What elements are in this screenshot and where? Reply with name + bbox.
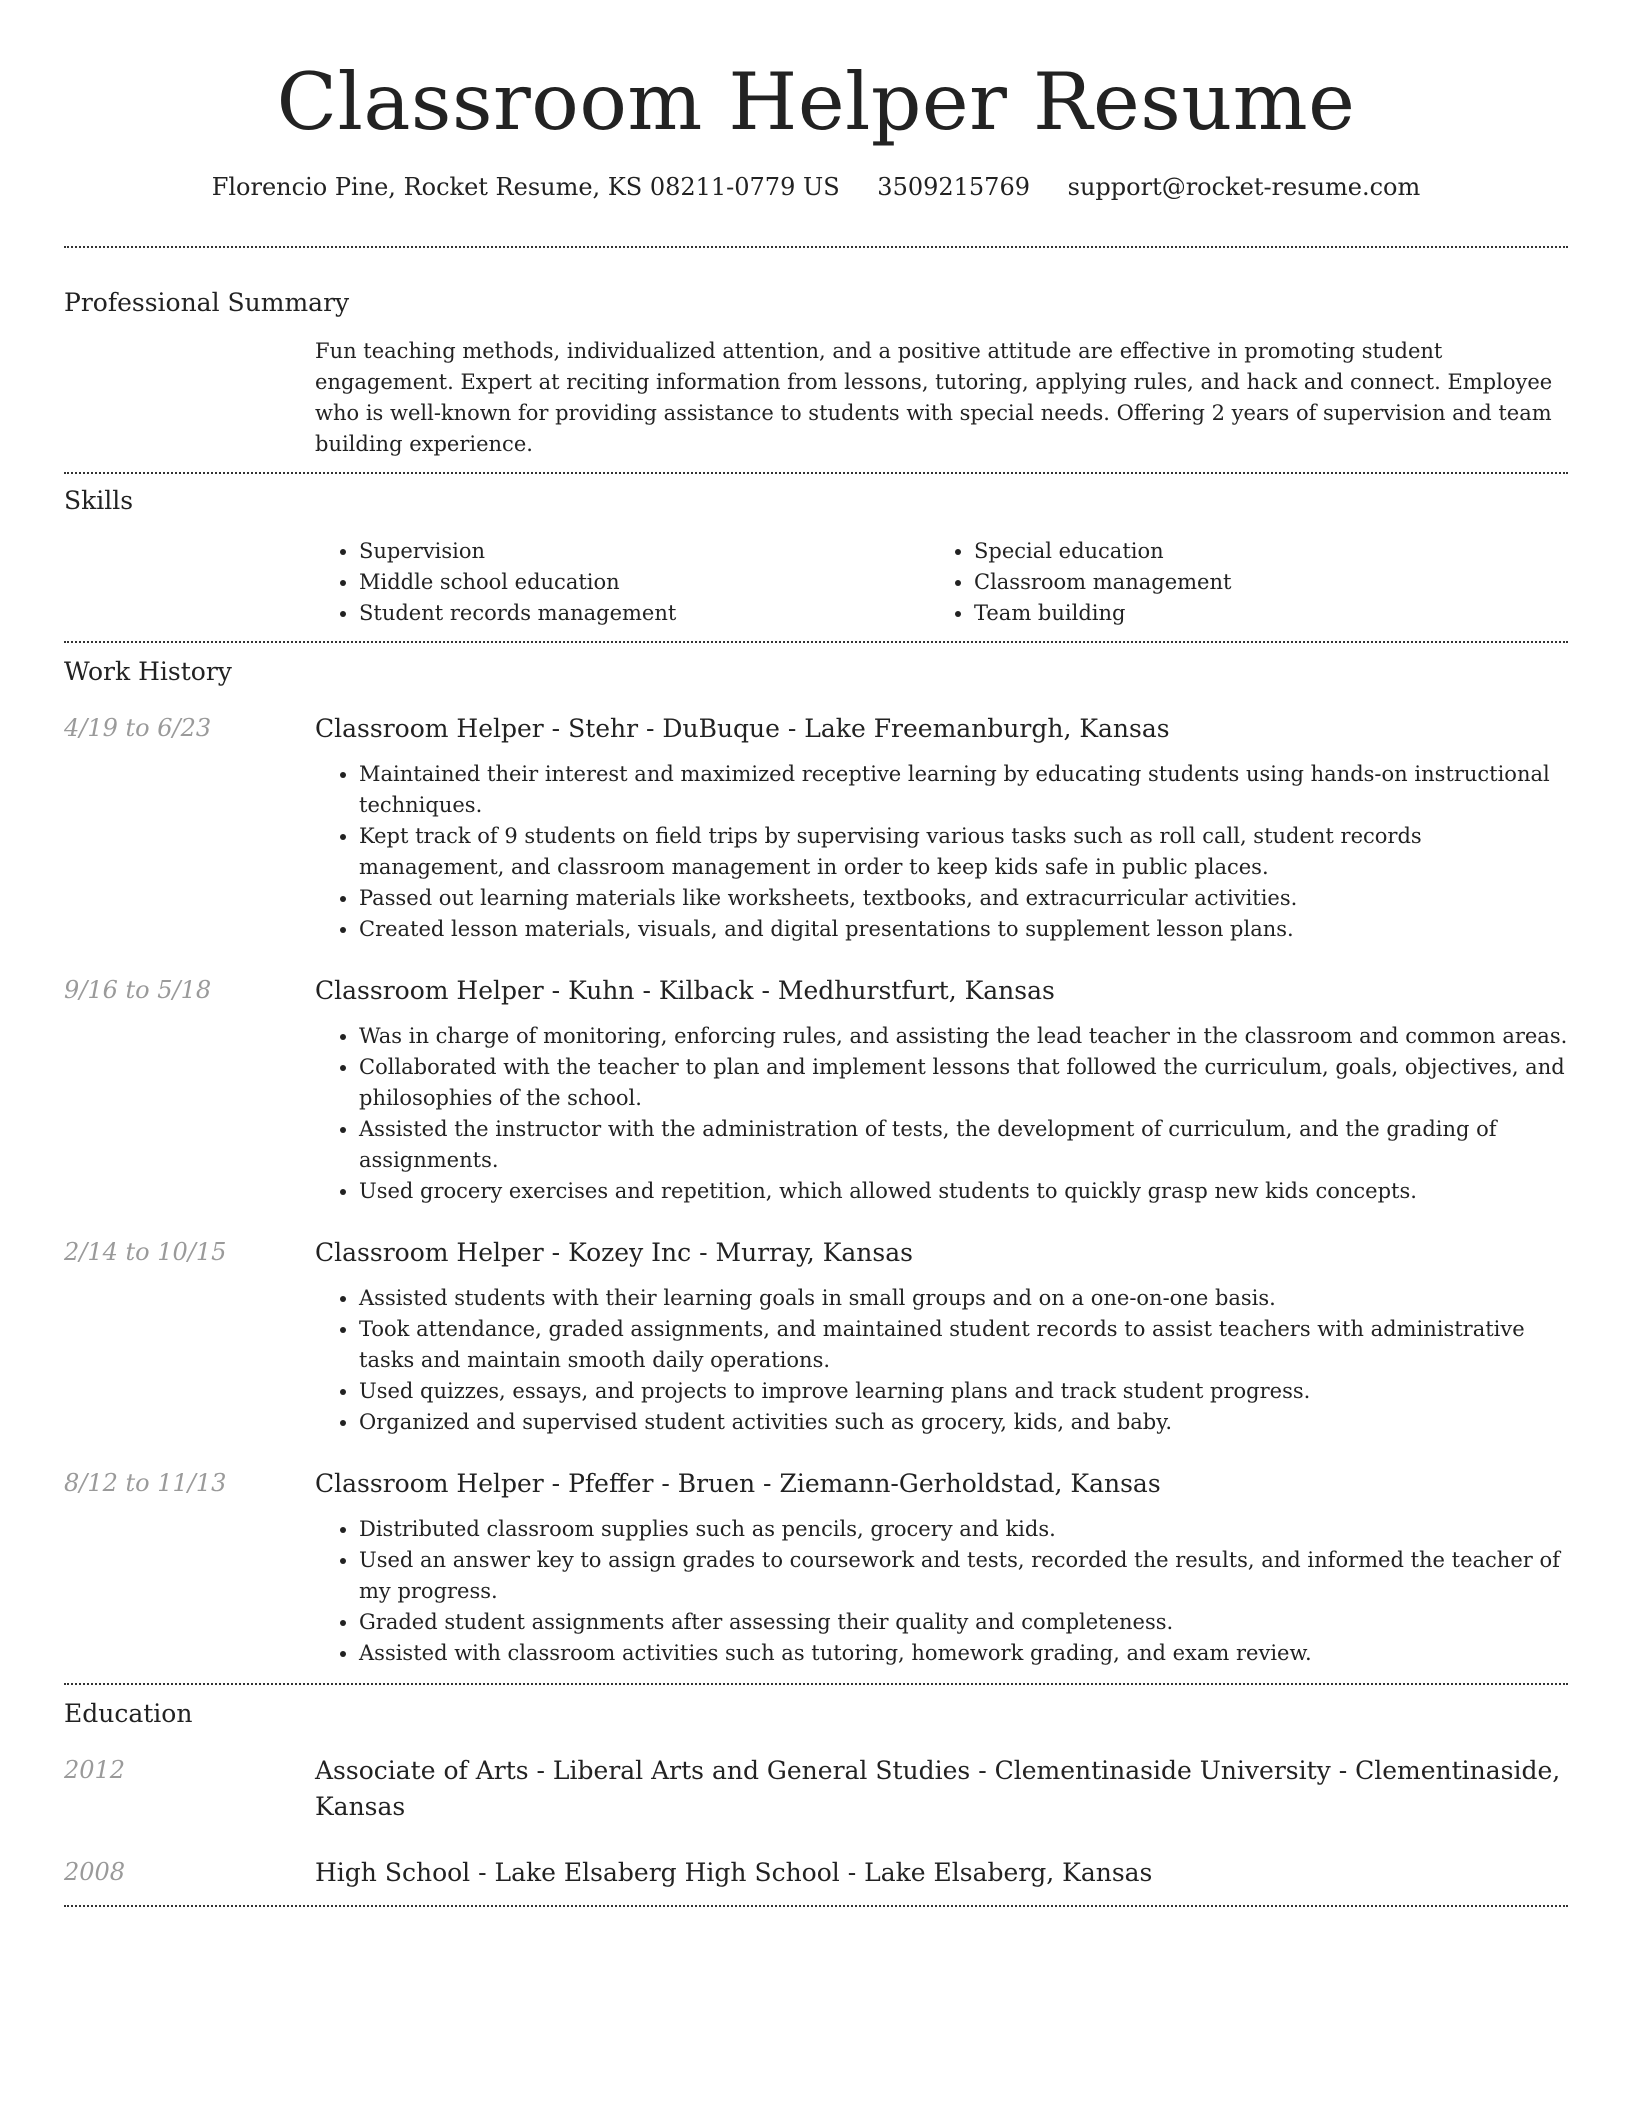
skill-item: • Student records management [359,598,930,629]
contact-line [64,170,1568,204]
skills-list-left [315,536,930,629]
job-bullets [315,1021,1568,1207]
summary-heading: Professional Summary [64,288,350,317]
job-bullet: • Used grocery exercises and repetition, which allowed students to quickly grasp new kids concepts. [359,1176,1568,1207]
skills-section [64,484,1568,629]
education-entry [64,1855,1568,1891]
resume-page [64,0,1568,1907]
job-dates: 9/16 to 5/18 [64,976,212,1004]
skill-item: • Classroom management [974,567,1568,598]
work-heading: Work History [64,657,232,686]
education-heading: Education [64,1699,193,1728]
job-title: Classroom Helper - Kuhn - Kilback - Medhurstfurt, Kansas [315,976,1055,1005]
job-header [64,973,1568,1009]
job-body [64,759,1568,945]
skills-spacer [64,536,315,629]
job-spacer [64,1283,315,1438]
skills-heading: Skills [64,486,134,515]
job-entry [64,1235,1568,1438]
education-year: 2012 [64,1756,126,1784]
education-institution: - Clementinaside University - Clementinaside, Kansas [315,1756,1561,1821]
skill-item: • Special education [974,536,1568,567]
job-bullet: • Created lesson materials, visuals, and digital presentations to supplement lesson plans. [359,914,1568,945]
job-entry [64,711,1568,945]
job-bullet: • Assisted with classroom activities such as tutoring, homework grading, and exam review. [359,1638,1568,1669]
job-body [64,1021,1568,1207]
education-degree: High School [315,1858,471,1887]
divider [64,1905,1568,1907]
job-entry [64,973,1568,1207]
job-dates: 2/14 to 10/15 [64,1238,227,1266]
job-bullet: • Was in charge of monitoring, enforcing rules, and assisting the lead teacher in the classroom and common areas. [359,1021,1568,1052]
education-institution: - Lake Elsaberg High School - Lake Elsaberg, Kansas [470,1858,1153,1887]
work-section [64,655,1568,1669]
job-spacer [64,1514,315,1669]
job-title: Classroom Helper - Stehr - DuBuque - Lake Freemanburgh, Kansas [315,714,1170,743]
job-header [64,1235,1568,1271]
job-bullet: • Took attendance, graded assignments, and maintained student records to assist teachers with administrative tasks and maintain smooth daily operations. [359,1314,1568,1376]
skill-item: • Team building [974,598,1568,629]
job-spacer [64,1021,315,1207]
job-spacer [64,759,315,945]
skills-grid [315,536,1568,629]
job-entry [64,1466,1568,1669]
job-bullet: • Distributed classroom supplies such as pencils, grocery and kids. [359,1514,1568,1545]
education-title [315,1753,1568,1825]
job-bullet: • Organized and supervised student activities such as grocery, kids, and baby. [359,1407,1568,1438]
job-bullet: • Kept track of 9 students on field trips by supervising various tasks such as roll call, student records management, and classroom management in order to keep kids safe in public places. [359,821,1568,883]
skill-item: • Middle school education [359,567,930,598]
summary-row [64,336,1568,460]
skill-item: • Supervision [359,536,930,567]
education-section [64,1697,1568,1891]
education-title [315,1855,1568,1891]
divider [64,1683,1568,1685]
divider [64,472,1568,474]
job-bullet: • Assisted the instructor with the administration of tests, the development of curriculum, and the grading of assignments. [359,1114,1568,1176]
skills-list-right [930,536,1568,629]
job-bullets [315,759,1568,945]
job-bullet: • Maintained their interest and maximized receptive learning by educating students using hands-on instructional techniques. [359,759,1568,821]
job-title: Classroom Helper - Kozey Inc - Murray, Kansas [315,1238,913,1267]
job-bullet: • Passed out learning materials like worksheets, textbooks, and extracurricular activities. [359,883,1568,914]
job-header [64,1466,1568,1502]
job-bullets [315,1514,1568,1669]
contact-email: support@rocket-resume.com [1067,173,1421,201]
divider [64,641,1568,643]
job-body [64,1514,1568,1669]
job-bullet: • Assisted students with their learning goals in small groups and on a one-on-one basis. [359,1283,1568,1314]
education-entry [64,1753,1568,1825]
summary-section [64,286,1568,460]
skills-row [64,536,1568,629]
divider [64,246,1568,248]
education-year: 2008 [64,1858,126,1886]
job-bullet: • Used quizzes, essays, and projects to improve learning plans and track student progress. [359,1376,1568,1407]
contact-phone: 3509215769 [877,173,1030,201]
job-header [64,711,1568,747]
job-title: Classroom Helper - Pfeffer - Bruen - Ziemann-Gerholdstad, Kansas [315,1469,1161,1498]
job-body [64,1283,1568,1438]
job-bullet: • Collaborated with the teacher to plan and implement lessons that followed the curriculum, goals, objectives, and philosophies of the school. [359,1052,1568,1114]
job-bullet: • Graded student assignments after assessing their quality and completeness. [359,1607,1568,1638]
education-degree: Associate of Arts - Liberal Arts and General Studies [315,1756,971,1785]
job-bullet: • Used an answer key to assign grades to coursework and tests, recorded the results, and informed the teacher of my progress. [359,1545,1568,1607]
job-bullets [315,1283,1568,1438]
contact-address: Florencio Pine, Rocket Resume, KS 08211-0779 US [211,173,840,201]
resume-title: Classroom Helper Resume [276,56,1356,148]
summary-spacer [64,336,315,460]
job-dates: 8/12 to 11/13 [64,1469,227,1497]
job-dates: 4/19 to 6/23 [64,714,212,742]
summary-body [315,336,1568,460]
summary-text: Fun teaching methods, individualized attention, and a positive attitude are effective in promoting student engagement. Expert at reciting information from lessons, tutoring, applying rules, and hack and connect. Employee who is well-known for providing assistance to students with special needs. Offering 2 years of supervision and team building experience. [315,339,1553,456]
